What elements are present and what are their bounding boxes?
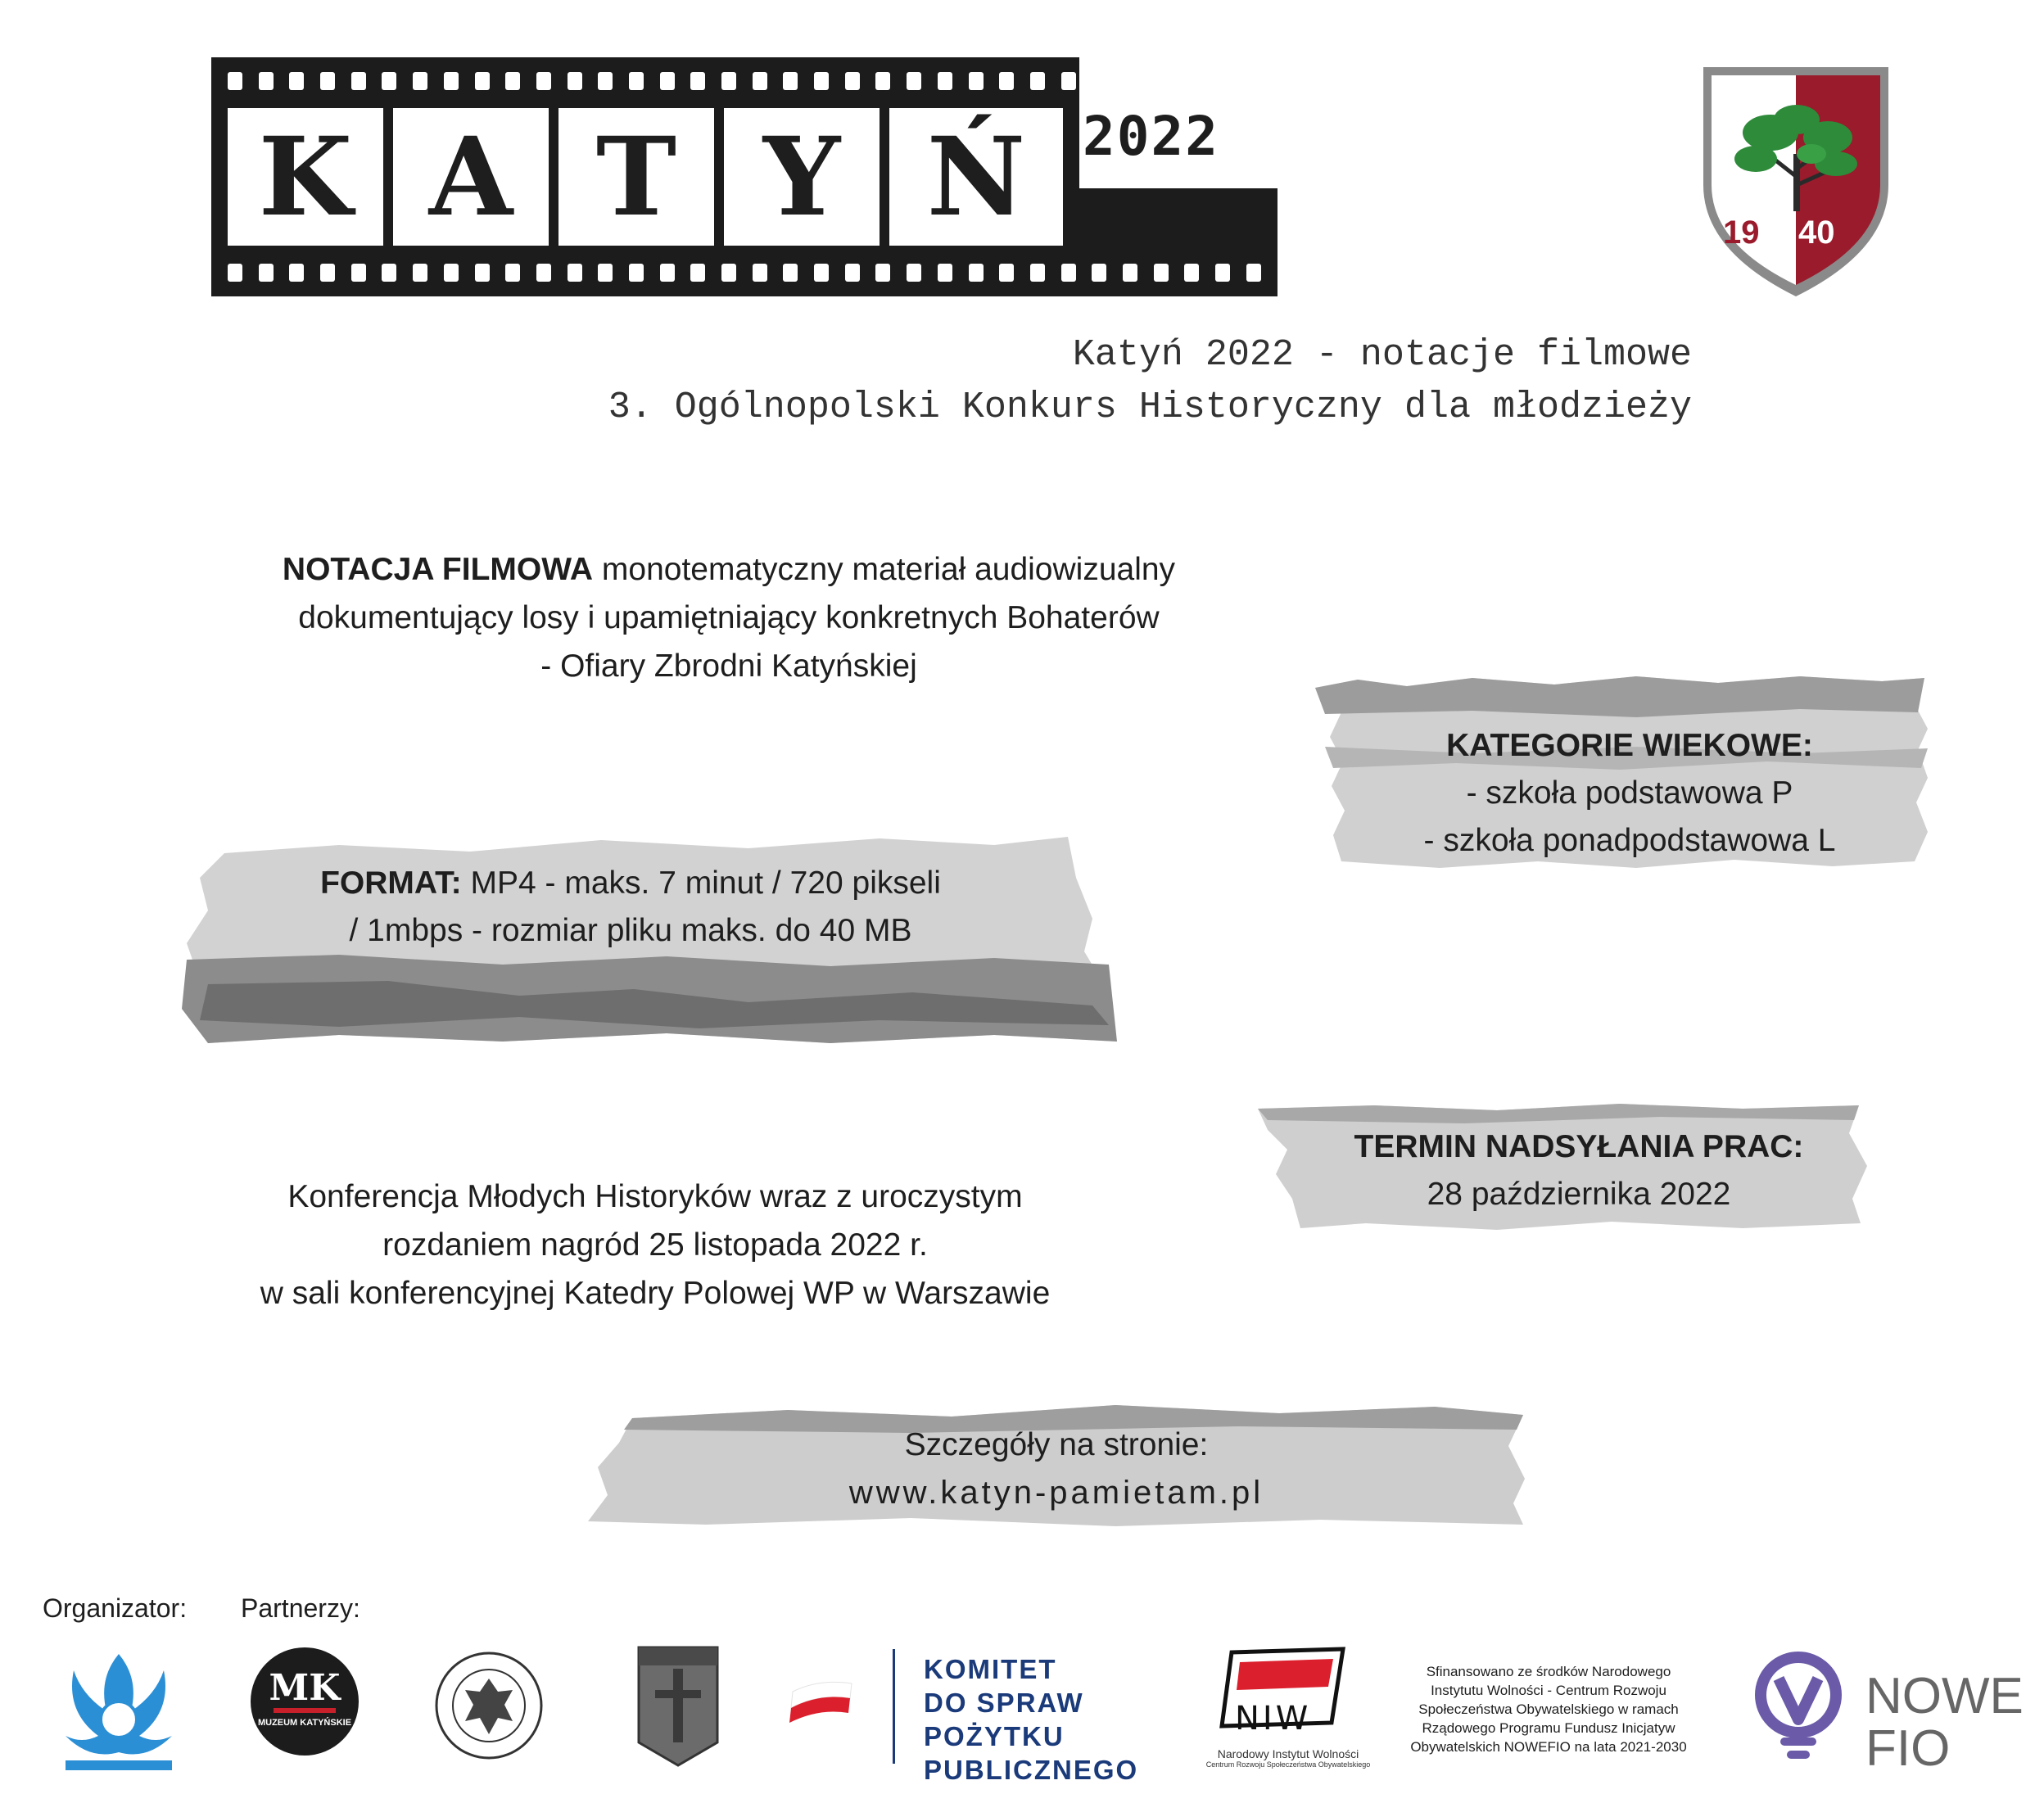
konferencja-line-3: w sali konferencyjnej Katedry Polowej WP w Warszawie <box>260 1276 1051 1311</box>
komitet-line: KOMITET <box>924 1654 1057 1684</box>
konferencja-line-1: Konferencja Młodych Historyków wraz z uroczystym <box>287 1179 1023 1214</box>
format-line-2: / 1mbps - rozmiar pliku maks. do 40 MB <box>349 913 912 948</box>
termin-date: 28 października 2022 <box>1427 1177 1731 1212</box>
format-line-1: MP4 - maks. 7 minut / 720 pikseli <box>461 865 941 901</box>
organizer-label: Organizator: <box>43 1593 188 1623</box>
mk-logo-text: MK <box>269 1667 341 1709</box>
termin-title: TERMIN NADSYŁANIA PRAC: <box>1354 1129 1804 1164</box>
format-bold-label: FORMAT: <box>320 865 462 901</box>
niw-logo-text: NIW <box>1235 1700 1312 1737</box>
komitet-line: PUBLICZNEGO <box>924 1755 1139 1785</box>
title-letter: K <box>258 113 353 241</box>
ipn-seal-icon <box>434 1651 544 1760</box>
notacja-bold-label: NOTACJA FILMOWA <box>282 552 594 587</box>
partners-label: Partnerzy: <box>241 1593 360 1623</box>
kategorie-item: - szkoła ponadpodstawowa L <box>1423 823 1836 858</box>
subtitle-line-2: 3. Ogólnopolski Konkurs Historyczny dla młodzieży <box>608 386 1692 428</box>
kategorie-title: KATEGORIE WIEKOWE: <box>1446 728 1813 763</box>
konferencja-line-2: rozdaniem nagród 25 listopada 2022 r. <box>382 1227 928 1263</box>
komitet-line: POŻYTKU <box>924 1721 1065 1751</box>
kategorie-item: - szkoła podstawowa P <box>1466 775 1793 811</box>
polish-flag-icon <box>786 1675 857 1724</box>
financing-line: Sfinansowano ze środków Narodowego <box>1426 1664 1671 1679</box>
nowefio-line: NOWE <box>1865 1668 2024 1724</box>
format-block <box>246 860 1015 955</box>
konferencja-description <box>147 1173 1163 1317</box>
kategorie-block <box>1343 722 1916 865</box>
financing-line: Rządowego Programu Fundusz Inicjatyw <box>1422 1720 1675 1736</box>
mk-logo-subtext: MUZEUM KATYŃSKIE <box>257 1718 352 1728</box>
nowefio-logo-text <box>1865 1670 2024 1775</box>
komitet-logo-text <box>924 1652 1138 1787</box>
termin-block <box>1317 1123 1841 1218</box>
film-perforation-bottom <box>228 264 1261 282</box>
niw-caption-line-2: Centrum Rozwoju Społeczeństwa Obywatelskiego <box>1205 1760 1371 1769</box>
financing-line: Instytutu Wolności - Centrum Rozwoju <box>1431 1683 1666 1698</box>
notacja-description <box>180 545 1278 690</box>
notacja-line-2: dokumentujący losy i upamiętniający konkretnych Bohaterów <box>298 600 1160 635</box>
financing-line: Obywatelskich NOWEFIO na lata 2021-2030 <box>1410 1739 1687 1755</box>
emblem-number-right: 40 <box>1798 215 1835 251</box>
notacja-line-3: - Ofiary Zbrodni Katyńskiej <box>540 648 917 684</box>
notacja-line-1: monotematyczny materiał audiowizualny <box>593 552 1176 587</box>
emblem-number-left: 19 <box>1723 215 1760 251</box>
niw-caption <box>1194 1747 1382 1769</box>
financing-note <box>1381 1662 1716 1756</box>
financing-line: Społeczeństwa Obywatelskiego w ramach <box>1418 1701 1679 1717</box>
subtitle-line-1: Katyń 2022 - notacje filmowe <box>1072 334 1692 376</box>
title-letter: Ń <box>926 113 1026 241</box>
federacja-rodzin-katynskich-logo-icon <box>635 1644 721 1769</box>
website-link[interactable]: www.katyn-pamietam.pl <box>848 1475 1264 1511</box>
parafiada-logo-icon <box>49 1638 188 1777</box>
title-letter: T <box>595 113 677 241</box>
szczegoly-block <box>622 1421 1490 1516</box>
niw-caption-line-1: Narodowy Instytut Wolności <box>1217 1747 1359 1760</box>
title-year: 2022 <box>1083 105 1219 168</box>
komitet-line: DO SPRAW <box>924 1688 1084 1718</box>
szczegoly-label: Szczegóły na stronie: <box>904 1427 1209 1462</box>
shield-emblem-icon <box>1698 62 1893 300</box>
nowefio-bulb-icon <box>1749 1651 1847 1765</box>
nowefio-line: FIO <box>1865 1720 1951 1777</box>
komitet-divider <box>893 1649 895 1764</box>
title-letter: Y <box>762 113 841 241</box>
title-letter: A <box>428 113 513 241</box>
